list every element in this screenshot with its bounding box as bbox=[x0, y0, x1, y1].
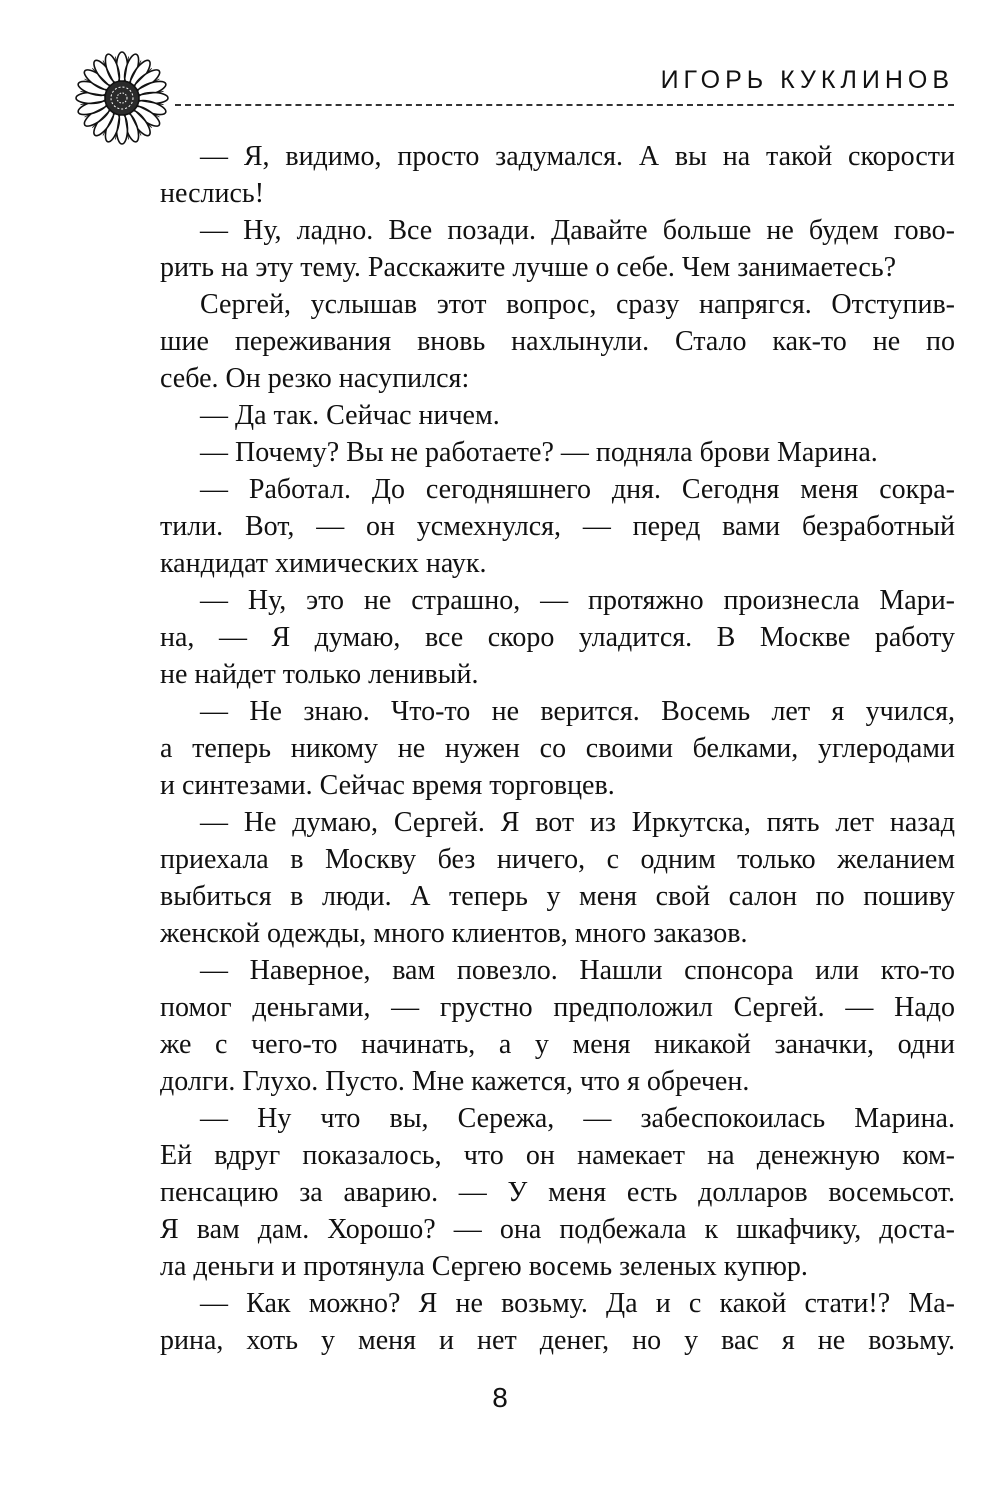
text-line: Ей вдруг показалось, что он намекает на денежную ком- bbox=[160, 1140, 955, 1171]
text-line: — Работал. До сегодняшнего дня. Сегодня меня сокра- bbox=[200, 474, 955, 505]
book-author-header: ИГОРЬ КУКЛИНОВ bbox=[660, 66, 954, 94]
text-line: — Я, видимо, просто задумался. А вы на такой скорости bbox=[200, 141, 955, 172]
page-body-text bbox=[160, 138, 955, 1359]
text-line: женской одежды, много клиентов, много заказов. bbox=[160, 918, 748, 949]
text-line: — Ну что вы, Сережа, — забеспокоилась Марина. bbox=[200, 1103, 955, 1134]
text-line: — Почему? Вы не работаете? — подняла брови Марина. bbox=[200, 437, 878, 468]
text-line: — Не знаю. Что-то не верится. Восемь лет я учился, bbox=[200, 696, 955, 727]
text-line: а теперь никому не нужен со своими белками, углеродами bbox=[160, 733, 955, 764]
text-line: себе. Он резко насупился: bbox=[160, 363, 470, 394]
text-line: долги. Глухо. Пусто. Мне кажется, что я обречен. bbox=[160, 1066, 750, 1097]
text-line: и синтезами. Сейчас время торговцев. bbox=[160, 770, 615, 801]
text-line: на, — Я думаю, все скоро уладится. В Москве работу bbox=[160, 622, 955, 653]
text-line: не найдет только ленивый. bbox=[160, 659, 479, 690]
header-divider bbox=[175, 104, 954, 106]
text-line: — Не думаю, Сергей. Я вот из Иркутска, пять лет назад bbox=[200, 807, 955, 838]
sunflower-icon bbox=[72, 48, 172, 148]
text-line: тили. Вот, — он усмехнулся, — перед вами безработный bbox=[160, 511, 955, 542]
text-line: — Да так. Сейчас ничем. bbox=[200, 400, 500, 431]
text-line: шие переживания вновь нахлынули. Стало как-то не по bbox=[160, 326, 955, 357]
text-line: ла деньги и протянула Сергею восемь зеленых купюр. bbox=[160, 1251, 808, 1282]
text-line: Я вам дам. Хорошо? — она подбежала к шкафчику, доста- bbox=[160, 1214, 955, 1245]
text-line: рить на эту тему. Расскажите лучше о себе. Чем занимаетесь? bbox=[160, 252, 897, 283]
text-line: же с чего-то начинать, а у меня никакой заначки, одни bbox=[160, 1029, 955, 1060]
text-line: рина, хоть у меня и нет денег, но у вас я не возьму. bbox=[160, 1325, 955, 1356]
text-line: приехала в Москву без ничего, с одним только желанием bbox=[160, 844, 955, 875]
text-line: — Ну, ладно. Все позади. Давайте больше не будем гово- bbox=[200, 215, 955, 246]
text-line: выбиться в люди. А теперь у меня свой салон по пошиву bbox=[160, 881, 955, 912]
text-line: кандидат химических наук. bbox=[160, 548, 487, 579]
text-line: — Ну, это не страшно, — протяжно произнесла Мари- bbox=[200, 585, 955, 616]
page-number: 8 bbox=[492, 1382, 508, 1413]
text-line: неслись! bbox=[160, 178, 265, 209]
text-line: — Наверное, вам повезло. Нашли спонсора или кто-то bbox=[200, 955, 955, 986]
text-line: помог деньгами, — грустно предположил Сергей. — Надо bbox=[160, 992, 955, 1023]
text-line: пенсацию за аварию. — У меня есть долларов восемьсот. bbox=[160, 1177, 955, 1208]
text-line: Сергей, услышав этот вопрос, сразу напрягся. Отступив- bbox=[200, 289, 955, 320]
text-line: — Как можно? Я не возьму. Да и с какой стати!? Ма- bbox=[200, 1288, 955, 1319]
